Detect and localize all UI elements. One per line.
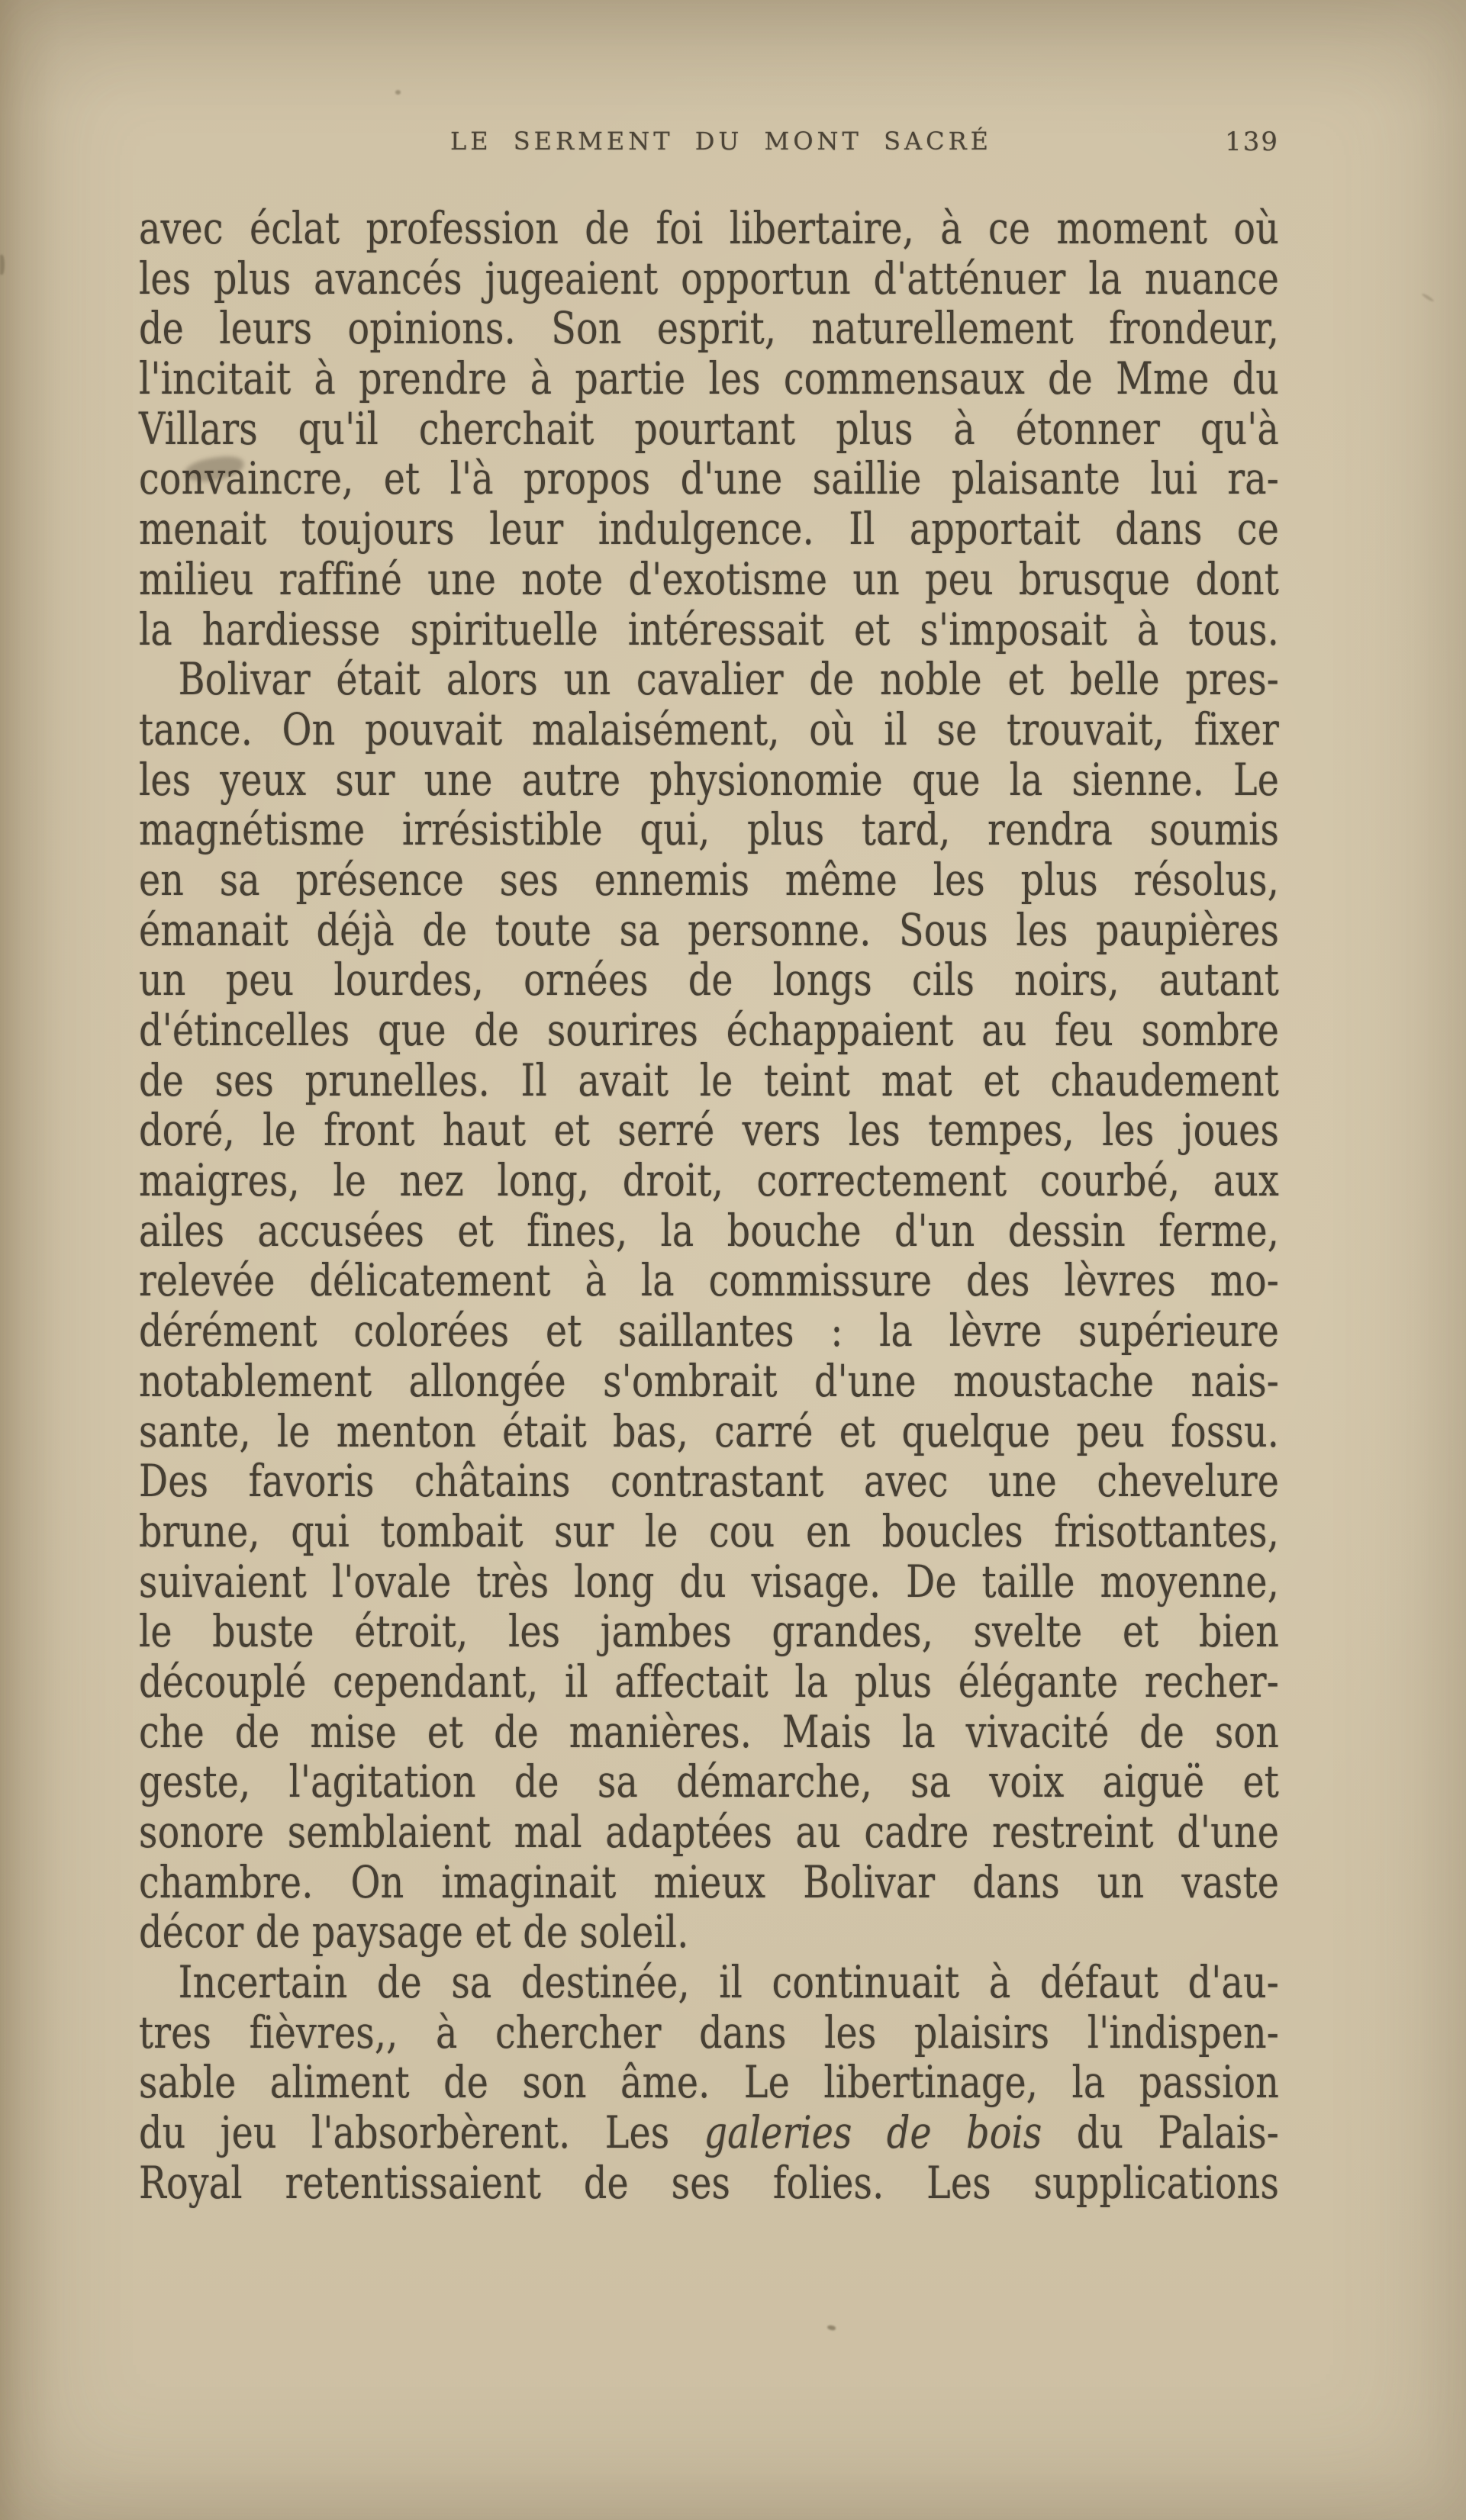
text-line: en sa présence ses ennemis même les plus résolus, xyxy=(139,853,1280,906)
text-block xyxy=(139,204,1279,2209)
text-line: suivaient l'ovale très long du visage. De taille moyenne, xyxy=(139,1555,1280,1608)
text-line: les plus avancés jugeaient opportun d'atténuer la nuance xyxy=(139,252,1280,304)
text-line: convaincre, et l'à propos d'une saillie plaisante lui ra- xyxy=(139,452,1280,505)
text-line: relevée délicatement à la commissure des lèvres mo- xyxy=(139,1254,1280,1307)
text-line: che de mise et de manières. Mais la vivacité de son xyxy=(139,1705,1280,1758)
paper-speck xyxy=(395,90,401,95)
text-line: d'étincelles que de sourires échappaient au feu sombre xyxy=(139,1004,1280,1056)
text-line: de leurs opinions. Son esprit, naturellement frondeur, xyxy=(139,302,1280,355)
running-header-title: LE SERMENT DU MONT SACRÉ xyxy=(449,127,993,156)
page-number: 139 xyxy=(1225,127,1279,157)
text-line: émanait déjà de toute sa personne. Sous les paupières xyxy=(139,903,1280,956)
text-line: avec éclat profession de foi libertaire, à ce moment où xyxy=(139,202,1280,254)
text-line: sante, le menton était bas, carré et quelque peu fossu. xyxy=(139,1405,1280,1457)
text-line: un peu lourdes, ornées de longs cils noirs, autant xyxy=(139,954,1280,1006)
text-line: Royal retentissaient de ses folies. Les supplications xyxy=(139,2156,1280,2209)
text-line: doré, le front haut et serré vers les tempes, les joues xyxy=(139,1104,1280,1157)
text-line: sable aliment de son âme. Le libertinage, la passion xyxy=(139,2056,1280,2109)
text-line: du jeu l'absorbèrent. Les galeries de bois du Palais- xyxy=(139,2106,1280,2159)
text-line: notablement allongée s'ombrait d'une moustache nais- xyxy=(139,1354,1280,1407)
text-line: de ses prunelles. Il avait le teint mat et chaudement xyxy=(139,1054,1280,1106)
text-line: les yeux sur une autre physionomie que la sienne. Le xyxy=(139,753,1280,806)
text-line: milieu raffiné une note d'exotisme un peu brusque dont xyxy=(139,552,1280,605)
text-line: menait toujours leur indulgence. Il apportait dans ce xyxy=(139,503,1280,555)
text-line: dérément colorées et saillantes : la lèvre supérieure xyxy=(139,1305,1280,1357)
text-line: découplé cependant, il affectait la plus élégante recher- xyxy=(139,1655,1280,1707)
text-line: ailes accusées et fines, la bouche d'un dessin ferme, xyxy=(139,1204,1280,1257)
text-line: le buste étroit, les jambes grandes, svelte et bien xyxy=(139,1605,1280,1658)
text-line: décor de paysage et de soleil. xyxy=(139,1906,689,1958)
running-header xyxy=(139,127,1279,163)
paper-speck xyxy=(1093,784,1099,788)
text-line: chambre. On imaginait mieux Bolivar dans un vaste xyxy=(139,1855,1280,1908)
text-line: brune, qui tombait sur le cou en boucles frisottantes, xyxy=(139,1505,1280,1557)
text-line: Des favoris châtains contrastant avec une chevelure xyxy=(139,1455,1280,1508)
text-line: magnétisme irrésistible qui, plus tard, rendra soumis xyxy=(139,803,1280,856)
paper-speck xyxy=(826,2325,836,2332)
text-line: Bolivar était alors un cavalier de noble et belle pres- xyxy=(178,653,1280,706)
text-line: sonore semblaient mal adaptées au cadre restreint d'une xyxy=(139,1806,1280,1858)
text-line: Villars qu'il cherchait pourtant plus à étonner qu'à xyxy=(139,402,1280,455)
paper-speck xyxy=(0,255,5,275)
text-line: geste, l'agitation de sa démarche, sa voix aiguë et xyxy=(139,1756,1280,1808)
paper-speck xyxy=(1421,293,1434,303)
text-line: tres fièvres,, à chercher dans les plaisirs l'indispen- xyxy=(139,2006,1280,2058)
text-line: l'incitait à prendre à partie les commensaux de Mme du xyxy=(139,352,1280,405)
text-line: Incertain de sa destinée, il continuait à défaut d'au- xyxy=(178,1956,1280,2009)
text-line: la hardiesse spirituelle intéressait et s'imposait à tous. xyxy=(139,603,1280,655)
text-line: maigres, le nez long, droit, correctement courbé, aux xyxy=(139,1154,1280,1207)
text-line: tance. On pouvait malaisément, où il se trouvait, fixer xyxy=(139,703,1280,755)
